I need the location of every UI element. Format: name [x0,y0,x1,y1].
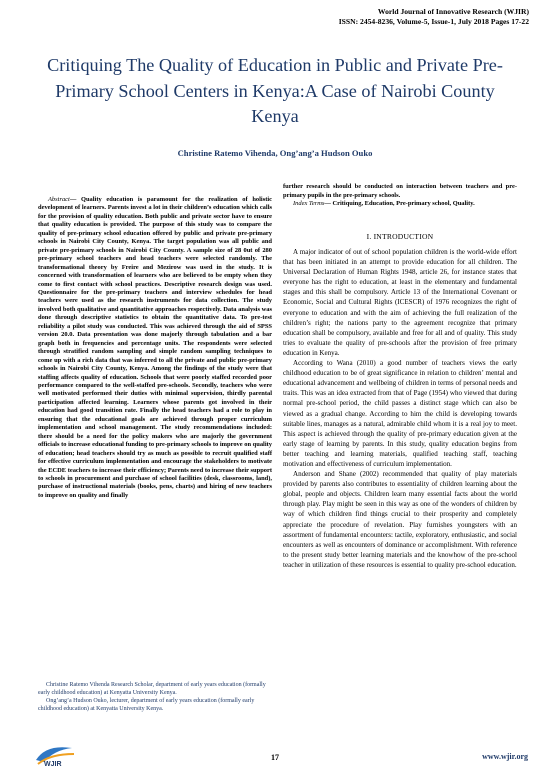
abstract-label: Abstract [48,196,70,203]
intro-paragraph: Anderson and Shane (2002) recommended that quality of play materials provided by parents also contributes to essentiality of children learning about the global, people and objects. Children learn many essential facts about the world through play. Play might be seen in this way as one of the wonders of children by way of which children find things crucial to their prosperity and completely appreciate the procedure of revelation. Play furnishes youngsters with an assortment of fundamental encounters: tactile, exploratory, enthusiastic, and social encounters as well as encounters of dominance or accomplishment. With reference to the present study better learning materials and the knowhow of the pre-school teacher in utilization of these resources is essential to quality pre-school education. [283,470,517,569]
index-terms-label: Index Terms [293,200,325,207]
page-number: 17 [271,753,279,762]
introduction-body [283,247,517,570]
index-terms-text: — Critiquing, Education, Pre-primary school, Quality. [324,200,475,207]
abstract-continuation: further research should be conducted on interaction between teachers and pre-primary pupils in the pre-primary schools. [283,183,517,199]
issn-line: ISSN: 2454-8236, Volume-5, Issue-1, July 2018 Pages 17-22 [338,17,529,26]
affiliation-1-name: Christine Ratemo Vihenda [46,682,110,688]
abstract [38,196,272,500]
logo-text: WJIR [44,761,62,768]
section-heading-introduction: I. INTRODUCTION [366,232,434,241]
paper-title: Critiquing The Quality of Education in Public and Private Pre-Primary School Centers in Kenya:A Case of Nairobi County Kenya [47,55,503,126]
journal-url[interactable]: www.wjir.org [482,752,528,761]
journal-name: World Journal of Innovative Research (WJIR) [377,7,529,16]
affiliation-2-text: lecturer, department of early years education (formally early childhood education) at Kenyatta University Kenya. [38,698,255,712]
affiliation-1-text: Research Scholar, department of early years education (formally early childhood education) at Kenyatta University Kenya. [38,682,266,696]
abstract-text: — Quality education is paramount for the realization of holistic development of learners. Parents invest a lot in their children’s education which calls for the provision of quality education. Both public and private sector have to ensure that quality education is provided. The purpose of this study was to compare the quality of pre-primary school education offered by public and private pre-primary schools in Nairobi City County, Kenya. The target population was all public and private pre-primary schools in Nairobi City County. A sample size of 28 0ut of 280 pre-primary school teachers and head teachers were selected randomly. The transformational theory by Freire and Mezirow was used in the study. It is concerned with transformation of learners who are believed to be empty when they come to first contact with school practices. Descriptive research design was used. Questionnaire for the pre-primary teachers and interview schedules for head teachers were used as the research instruments for data collection. The study involved both qualitative and quantitative approaches respectively. Data analysis was done through descriptive statistics to obtain the quantitative data. To pre-test reliability a pilot study was conducted. This was achieved through the aid of SPSS version 20.0. Data presentation was done majorly through tabulation and a bar graph both in frequencies and percentage units. The respondents were selected through stratified random sampling and simple random sampling techniques to come up with a rich data that was inferred to all the private and public pre-primary schools in Nairobi City County, Kenya. Among the findings of the study were that staffing affects quality of education. Schools that were poorly staffed recorded poor performance compared to the well-staffed pre-schools. Secondly, teachers who were well motivated performed their duties with minimal supervision, thirdly parental participation affected learning. Learners whose parents got involved in their education had good transition rate. Finally the head teachers had a role to play in ensuring that the educational goals are achieved through proper curriculum implementation and school management. The study recommendations included: there should be a need for the policy makers who are majorly the government officials to increase educational funding to pre-primary schools to improve on quality of education; head teachers should try as much as possible to recruit qualified staff for effective curriculum implementation and encourage the stakeholders to motivate the ECDE teachers to increase their efficiency; Parents need to increase their support to schools in procurement and purchase of school facilities (desk, classrooms, land), purchase of instructional materials (books, pens, charts) and hiring of new teachers to improve on quality and finally [38,196,272,499]
intro-paragraph: According to Wana (2010) a good number of teachers views the early childhood education to be of great significance in relation to children’ mental and educational advancement and wellbeing of children in terms of personal needs and traits. This was an idea extracted from that of Page (1954) who viewed that during normal pre-school period, the child passes a distinct stage which can also be viewed as a gradual change. According to him the child is developing towards suitable lines, manages as a natural, admirable child whom it is a real joy to meet. This aspect is achieved through the quality of pre-primary education given at the early stage of learning by parents. In this study, quality education begins from better teaching and learning materials, qualified teaching staff, teaching motivation and effectiveness of curriculum implementation. [283,359,517,468]
author-affiliations [38,681,272,713]
paper-authors: Christine Ratemo Vihenda, Ong’ang’a Hudson Ouko [177,148,373,158]
abstract-continuation-block [283,183,517,209]
journal-header [339,7,529,27]
intro-paragraph: A major indicator of out of school population children is the world-wide effort that has been initiated in an attempt to provide education for all children. The Universal Declaration of Human Rights 1948, article 26, for instance states that everyone has the right to education, at least in the elementary and fundamental stages and this shall be compulsory. Article 13 of the International Covenant or Economic, Social and Cultural Rights (ICESCR) of 1976 recognizes the right of everyone to education and with the aim of achieving the full realization of the children’s right; the nations party to the agreement recognize that primary education shall be compulsory, available and free for all and of quality. This study tries to evaluate the quality of pre-schools after the provision of free primary education in Kenya. [283,248,517,357]
affiliation-2-name: Ong’ang’a Hudson Ouko, [46,698,109,704]
